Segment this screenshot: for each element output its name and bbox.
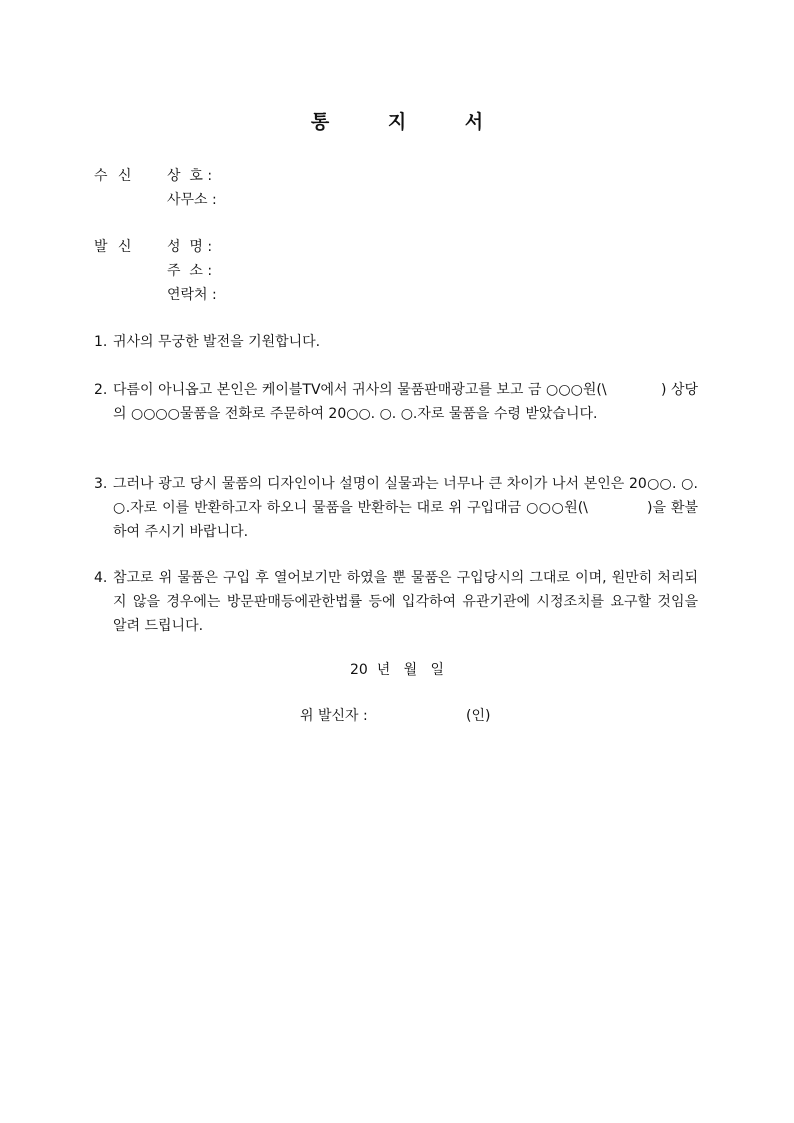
sender-address-label: 주 소 : [167,263,213,279]
paragraph-text: 그러나 광고 당시 물품의 디자인이나 설명이 실물과는 너무나 큰 차이가 나서 본인은 20○○. ○. ○.자로 이를 반환하고자 하오니 물품을 반환하는 대로 위 구입대금 ○○○원(\ )을 환불하여 주시기 바랍니다. [113,476,703,540]
paragraph-4 [94,566,698,638]
paragraph-number: 3. [94,476,108,492]
date-line: 20 년 월 일 [350,662,444,678]
sender-label: 발 신 [94,239,132,255]
sender-name-label: 성 명 : [167,239,213,255]
paragraph-text: 귀사의 무궁한 발전을 기원합니다. [113,334,321,350]
document-title: 통 지 서 [310,111,510,133]
signature-label: 위 발신자 : [300,708,368,724]
paragraph-number: 2. [94,382,108,398]
recipient-label: 수 신 [94,168,132,184]
paragraph-text: 참고로 위 물품은 구입 후 열어보기만 하였을 뿐 물품은 구입당시의 그대로 이며, 원만히 처리되지 않을 경우에는 방문판매등에관한법률 등에 입각하여 유관기관에 시정조치를 요구할 것임을 알려 드립니다. [113,570,698,634]
sender-contact-label: 연락처 : [167,287,217,303]
paragraph-number: 1. [94,334,108,350]
paragraph-1 [94,330,698,354]
recipient-office-label: 사무소 : [167,192,217,208]
paragraph-2 [94,378,698,426]
seal-mark: (인) [466,708,491,724]
recipient-company-label: 상 호 : [167,168,213,184]
paragraph-number: 4. [94,570,108,586]
paragraph-text: 다름이 아니옵고 본인은 케이블TV에서 귀사의 물품판매광고를 보고 금 ○○○원(\ ) 상당의 ○○○○물품을 전화로 주문하여 20○○. ○. ○.자로 물품을 수령 받았습니다. [113,382,698,422]
paragraph-3 [94,472,703,544]
